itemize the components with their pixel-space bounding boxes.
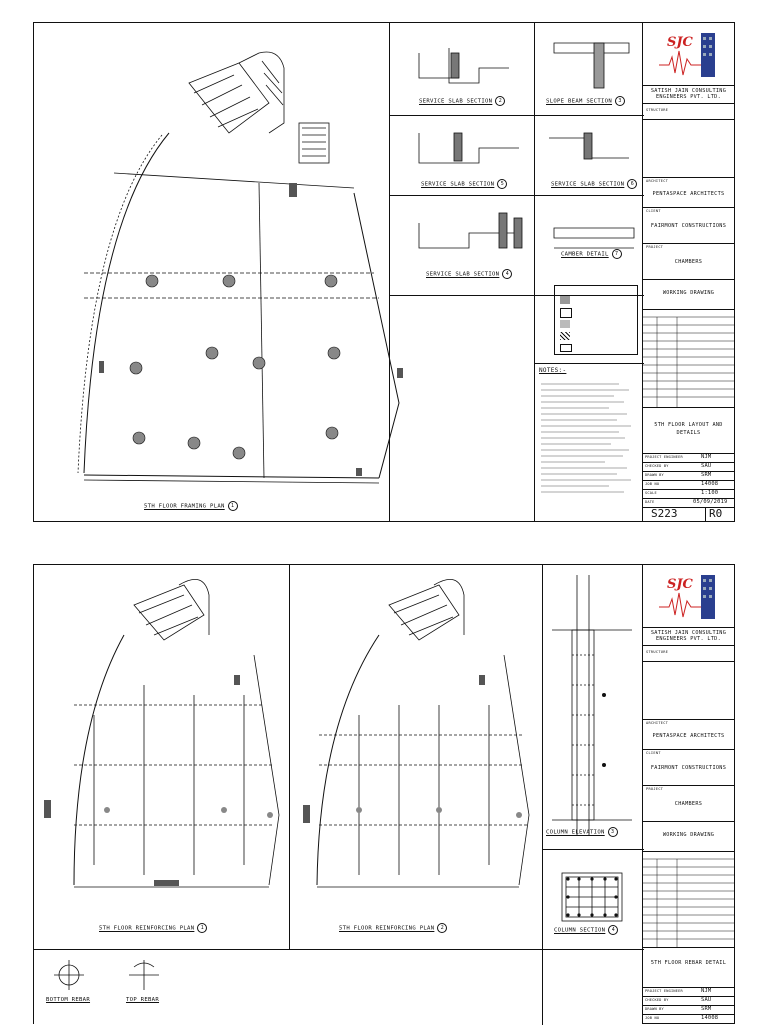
notes-block: NOTES:- [539,367,567,374]
detail-title: SLOPE BEAM SECTION 3 [546,96,625,106]
revision-number: R0 [709,507,723,520]
architect-label: ARCHITECT [646,179,669,183]
framing-plan-title: 5TH FLOOR FRAMING PLAN 1 [144,501,238,511]
reinforcing-plan-2-title: 5TH FLOOR REINFORCING PLAN 2 [339,923,447,933]
client-label: CLIENT [646,209,661,213]
drawing-status: WORKING DRAWING [662,832,715,838]
drawing-sheet-1 [33,22,735,522]
framing-plan-drawing [34,23,394,493]
column-section-title: COLUMN SECTION 4 [554,925,618,935]
project-label: PROJECT [646,245,664,249]
engineer-value: NJM [701,454,712,460]
reinforcing-plan-2-drawing [289,565,542,949]
firm-name: SATISH JAIN CONSULTING ENGINEERS PVT. LTD. [650,88,727,100]
detail-title: SERVICE SLAB SECTION 6 [551,179,637,189]
discipline: STRUCTURE [646,650,669,654]
column-elevation-drawing [542,565,642,845]
date-value: 05/09/2019 [693,499,728,505]
firm-name: SATISH JAIN CONSULTING ENGINEERS PVT. LTD. [650,630,727,642]
bottom-rebar-label: BOTTOM REBAR [46,997,91,1003]
reinforcing-plan-1-drawing [34,565,289,949]
company-logo: SJC [657,29,721,81]
detail-title: SERVICE SLAB SECTION 4 [426,269,512,279]
hatch-legend [554,285,638,355]
title-block: SJC SATISH JAIN CONSULTING ENGINEERS PVT. LTD. STRUCTURE ARCHITECT PENTASPACE ARCHITECTS CLIENT FAIRMONT CONSTRUCTIONS PROJECT CHAMBERS WORKING DRAWING 5TH FLOOR LAYOUT AND DETAILS PROJECT ENGINEER NJM CHECKED BY SAU DRAWN BY SRM JOB NO 14008 SCALE 1:100 DATE 05/09/2019 S223 R0 [642,23,734,521]
drawn-value: SRM [701,1006,712,1012]
architect-label: ARCHITECT [646,721,669,725]
checked-value: SAU [701,997,712,1003]
project-name: CHAMBERS [674,259,703,265]
sheet-number: S223 [651,507,678,520]
scale-value: 1:100 [701,490,719,496]
architect-name: PENTASPACE ARCHITECTS [652,191,725,197]
detail-title: SERVICE SLAB SECTION 5 [421,179,507,189]
checked-value: SAU [701,463,712,469]
drawing-title: 5TH FLOOR LAYOUT AND DETAILS [654,422,723,436]
client-name: FAIRMONT CONSTRUCTIONS [650,223,727,229]
logo-area [643,23,734,86]
title-block-2: SJC SATISH JAIN CONSULTING ENGINEERS PVT. LTD. STRUCTURE ARCHITECT PENTASPACE ARCHITECTS CLIENT FAIRMONT CONSTRUCTIONS PROJECT CHAMBERS WORKING DRAWING 5TH FLOOR REBAR DETAIL PROJECT ENGINEER NJM CHECKED BY SAU DRAWN BY SRM JOB NO 14008 [642,565,734,1024]
drawing-status: WORKING DRAWING [662,290,715,296]
project-name: CHAMBERS [674,801,703,807]
top-rebar-label: TOP REBAR [126,997,160,1003]
job-value: 14008 [701,481,719,487]
reinforcing-plan-1-title: 5TH FLOOR REINFORCING PLAN 1 [99,923,207,933]
discipline: STRUCTURE [646,108,669,112]
revision-table [643,851,734,948]
project-label: PROJECT [646,787,664,791]
drawn-value: SRM [701,472,712,478]
client-name: FAIRMONT CONSTRUCTIONS [650,765,727,771]
column-elevation-title: COLUMN ELEVATION 3 [546,827,618,837]
job-value: 14008 [701,1015,719,1021]
engineer-value: NJM [701,988,712,994]
detail-title: CAMBER DETAIL 7 [561,249,622,259]
client-label: CLIENT [646,751,661,755]
company-logo: SJC [657,571,721,623]
architect-name: PENTASPACE ARCHITECTS [652,733,725,739]
detail-title: SERVICE SLAB SECTION 2 [419,96,505,106]
drawing-sheet-2 [33,564,735,1024]
drawing-title: 5TH FLOOR REBAR DETAIL [650,960,727,966]
revision-table [643,309,734,408]
